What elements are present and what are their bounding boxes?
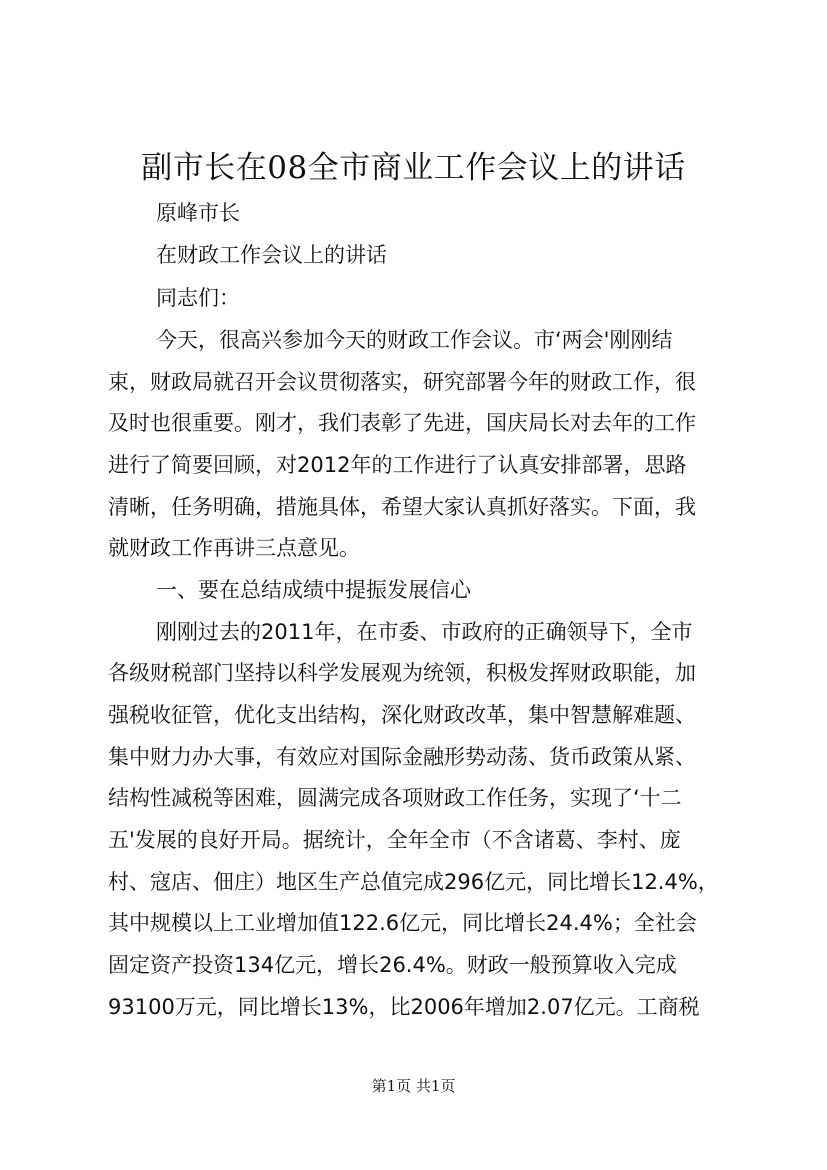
body-line: 五'发展的良好开局。据统计，全年全市（不含诸葛、李村、庞 [108,828,681,852]
body-line: 结构性减税等困难，圆满完成各项财政工作任务，实现了‘十二 [108,786,682,810]
body-line: 村、寇店、佃庄）地区生产总值完成296亿元，同比增长12.4%， [108,870,719,894]
body-line: 集中财力办大事，有效应对国际金融形势动荡、货币政策从紧、 [108,745,696,769]
section-heading: 一、要在总结成绩中提振发展信心 [156,578,471,602]
body-line: 就财政工作再讲三点意见。 [108,536,360,560]
body-line: 清晰，任务明确，措施具体，希望大家认真抓好落实。下面，我 [108,495,696,519]
body-line: 固定资产投资134亿元，增长26.4%。财政一般预算收入完成 [108,953,677,977]
body-line: 及时也很重要。刚才，我们表彰了先进，国庆局长对去年的工作 [108,411,696,435]
body-line: 束，财政局就召开会议贯彻落实，研究部署今年的财政工作，很 [108,370,696,394]
salutation-line: 同志们： [156,286,240,310]
body-line: 刚刚过去的2011年，在市委、市政府的正确领导下，全市 [156,620,693,644]
body-line: 各级财税部门坚持以科学发展观为统领，积极发挥财政职能，加 [108,661,696,685]
document-title: 副市长在08全市商业工作会议上的讲话 [141,150,686,186]
body-line: 强税收征管，优化支出结构，深化财政改革，集中智慧解难题、 [108,703,696,727]
body-line: 今天，很高兴参加今天的财政工作会议。市‘两会'刚刚结 [156,328,673,352]
page-number-footer: 第1页 共1页 [371,1077,456,1095]
body-line: 93100万元，同比增长13%，比2006年增加2.07亿元。工商税 [108,995,700,1019]
body-line: 其中规模以上工业增加值122.6亿元，同比增长24.4%；全社会 [108,911,697,935]
body-line: 进行了简要回顾，对2012年的工作进行了认真安排部署，思路 [108,453,687,477]
author-line: 原峰市长 [156,201,240,225]
subtitle-line: 在财政工作会议上的讲话 [156,243,387,267]
